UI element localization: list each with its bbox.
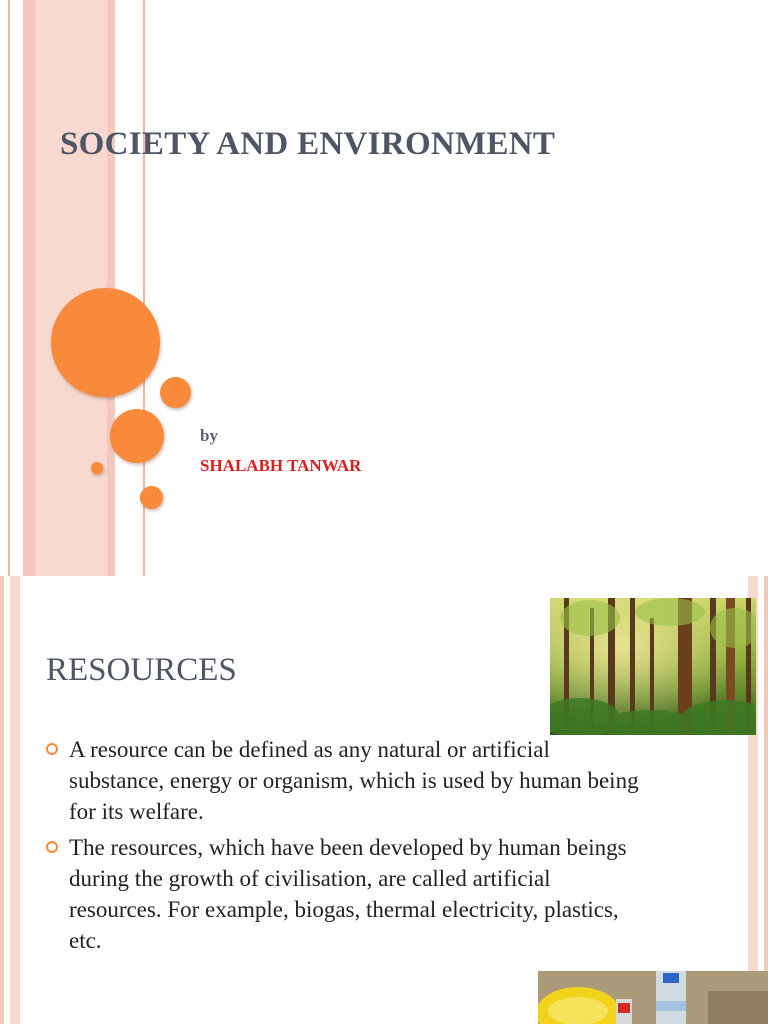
- bullet-icon: [46, 743, 58, 755]
- decor-circle: [51, 288, 160, 397]
- plastics-image: [538, 971, 768, 1024]
- decor-stripe: [0, 576, 4, 1024]
- bullet-text: The resources, which have been developed by human beings during the growth of civilisation, are called artificial resources. For example, biogas, thermal electricity, plastics, etc.: [69, 835, 627, 953]
- bullet-icon: [46, 841, 58, 853]
- decor-stripe: [23, 0, 35, 576]
- decor-stripe: [10, 576, 20, 1024]
- decor-line: [8, 0, 10, 576]
- decor-stripe: [764, 576, 768, 1024]
- by-label: by: [200, 426, 218, 445]
- decor-circle: [110, 409, 164, 463]
- list-item: [46, 832, 646, 956]
- slide-title-text: SOCIETY AND ENVIRONMENT: [60, 126, 556, 162]
- decor-circle: [140, 486, 163, 509]
- decor-circle: [160, 377, 191, 408]
- list-item: [46, 734, 646, 827]
- bullet-list: [46, 734, 646, 961]
- author-name: SHALABH TANWAR: [200, 456, 362, 475]
- forest-image: [550, 598, 756, 735]
- slide-heading: RESOURCES: [46, 652, 237, 688]
- bullet-text: A resource can be defined as any natural or artificial substance, energy or organism, which is used by human being for its welfare.: [69, 737, 639, 824]
- slide-resources: [0, 576, 768, 1024]
- decor-circle: [91, 462, 103, 474]
